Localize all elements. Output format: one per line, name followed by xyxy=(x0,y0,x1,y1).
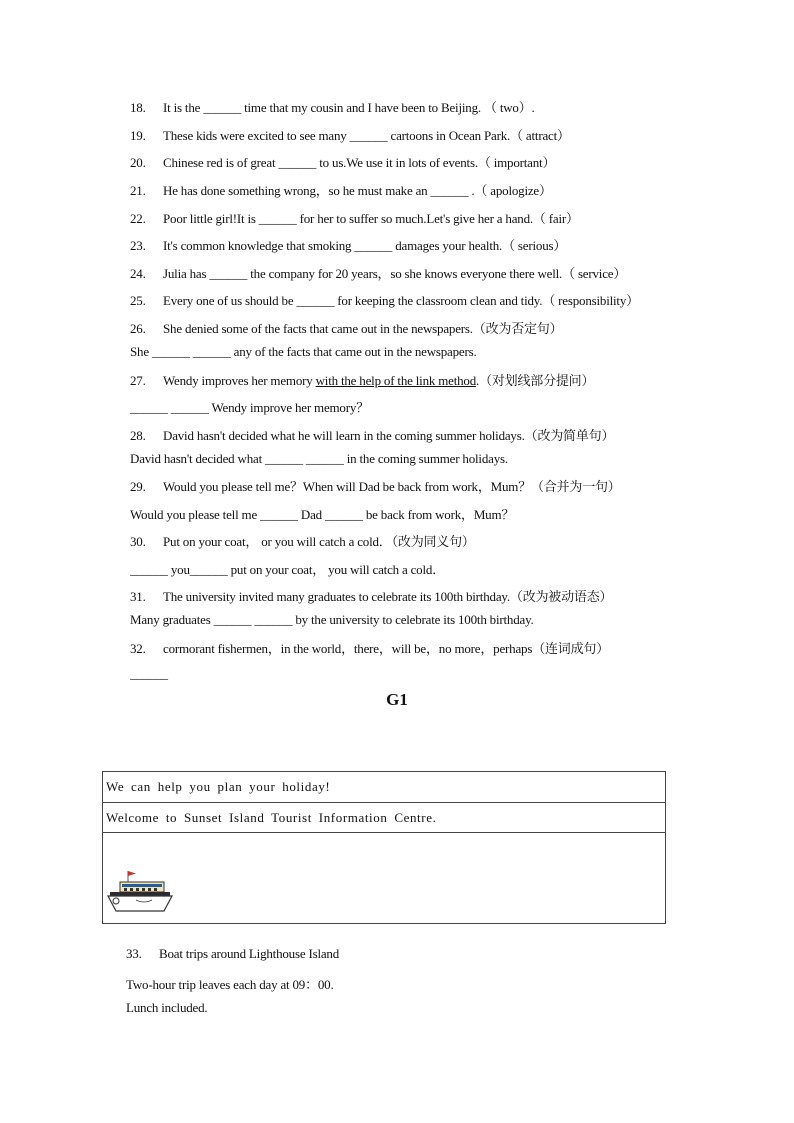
question-27 xyxy=(130,370,594,389)
question-32 xyxy=(130,638,609,657)
question-text: Julia has ______ the company for 20 years，so she knows everyone there well.（ service） xyxy=(163,266,627,281)
question-33 xyxy=(126,946,339,962)
question-number: 27. xyxy=(130,373,146,388)
answer-line-26: She ______ ______ any of the facts that came out in the newspapers. xyxy=(130,344,477,359)
boat-icon xyxy=(106,870,174,914)
question-number: 28. xyxy=(130,428,146,443)
question-22 xyxy=(130,208,579,227)
question-29 xyxy=(130,476,621,495)
question-number: 18. xyxy=(130,100,146,115)
question-text: She denied some of the facts that came out in the newspapers.（改为否定句） xyxy=(163,321,563,336)
question-19 xyxy=(130,125,570,144)
question-number: 22. xyxy=(130,211,146,226)
question-text: It's common knowledge that smoking ______ damages your health.（ serious） xyxy=(163,238,567,253)
question-text: Poor little girl!It is ______ for her to suffer so much.Let's give her a hand.（ fair） xyxy=(163,211,579,226)
ad-headline: We can help you plan your holiday! xyxy=(103,772,666,803)
question-text: Wendy improves her memory xyxy=(163,373,316,388)
question-text: Boat trips around Lighthouse Island xyxy=(159,946,340,961)
question-18 xyxy=(130,97,535,116)
question-number: 26. xyxy=(130,321,146,336)
lunch-line: Lunch included. xyxy=(126,1000,208,1015)
question-instruction: .（对划线部分提问） xyxy=(476,373,595,388)
answer-line-29: Would you please tell me ______ Dad ______ be back from work，Mum？ xyxy=(130,507,515,522)
question-text: Chinese red is of great ______ to us.We use it in lots of events.（ important） xyxy=(163,155,556,170)
question-number: 29. xyxy=(130,479,146,494)
question-text: Would you please tell me？When will Dad be back from work，Mum？（合并为一句） xyxy=(163,479,621,494)
question-text: It is the ______ time that my cousin and I have been to Beijing. （ two）. xyxy=(163,100,535,115)
question-28 xyxy=(130,425,614,444)
question-number: 30. xyxy=(130,534,146,549)
question-number: 31. xyxy=(130,589,146,604)
ad-image-cell xyxy=(103,833,666,924)
question-number: 32. xyxy=(130,641,146,656)
question-25 xyxy=(130,290,639,309)
question-24 xyxy=(130,263,626,282)
question-number: 24. xyxy=(130,266,146,281)
answer-line-31: Many graduates ______ ______ by the university to celebrate its 100th birthday. xyxy=(130,612,534,627)
question-23 xyxy=(130,235,566,254)
question-30 xyxy=(130,531,475,550)
question-20 xyxy=(130,152,555,171)
question-number: 25. xyxy=(130,293,146,308)
question-number: 33. xyxy=(126,946,142,961)
question-number: 20. xyxy=(130,155,146,170)
advertisement-table xyxy=(102,771,666,924)
question-text: These kids were excited to see many ______ cartoons in Ocean Park.（ attract） xyxy=(163,128,570,143)
question-21 xyxy=(130,180,552,199)
question-number: 23. xyxy=(130,238,146,253)
question-number: 21. xyxy=(130,183,146,198)
question-text: Put on your coat， or you will catch a cold．（改为同义句） xyxy=(163,534,475,549)
question-number: 19. xyxy=(130,128,146,143)
trip-time-line: Two-hour trip leaves each day at 09：00. xyxy=(126,977,334,992)
answer-line-32: ______ xyxy=(130,666,168,681)
ad-welcome: Welcome to Sunset Island Tourist Information Centre. xyxy=(103,803,666,833)
question-text: He has done something wrong，so he must make an ______ .（ apologize） xyxy=(163,183,552,198)
question-text: David hasn't decided what he will learn in the coming summer holidays.（改为简单句） xyxy=(163,428,615,443)
question-26 xyxy=(130,318,562,337)
question-text: cormorant fishermen，in the world，there，will be，no more，perhaps（连词成句） xyxy=(163,641,609,656)
underlined-phrase: with the help of the link method xyxy=(315,373,477,388)
question-31 xyxy=(130,586,612,605)
section-title: G1 xyxy=(386,690,408,709)
answer-line-30: ______ you______ put on your coat， you will catch a cold． xyxy=(130,562,445,577)
question-text: Every one of us should be ______ for keeping the classroom clean and tidy.（ responsibility） xyxy=(163,293,639,308)
answer-line-28: David hasn't decided what ______ ______ in the coming summer holidays. xyxy=(130,451,508,466)
answer-line-27: ______ ______ Wendy improve her memory？ xyxy=(130,400,369,415)
question-text: The university invited many graduates to celebrate its 100th birthday.（改为被动语态） xyxy=(163,589,613,604)
